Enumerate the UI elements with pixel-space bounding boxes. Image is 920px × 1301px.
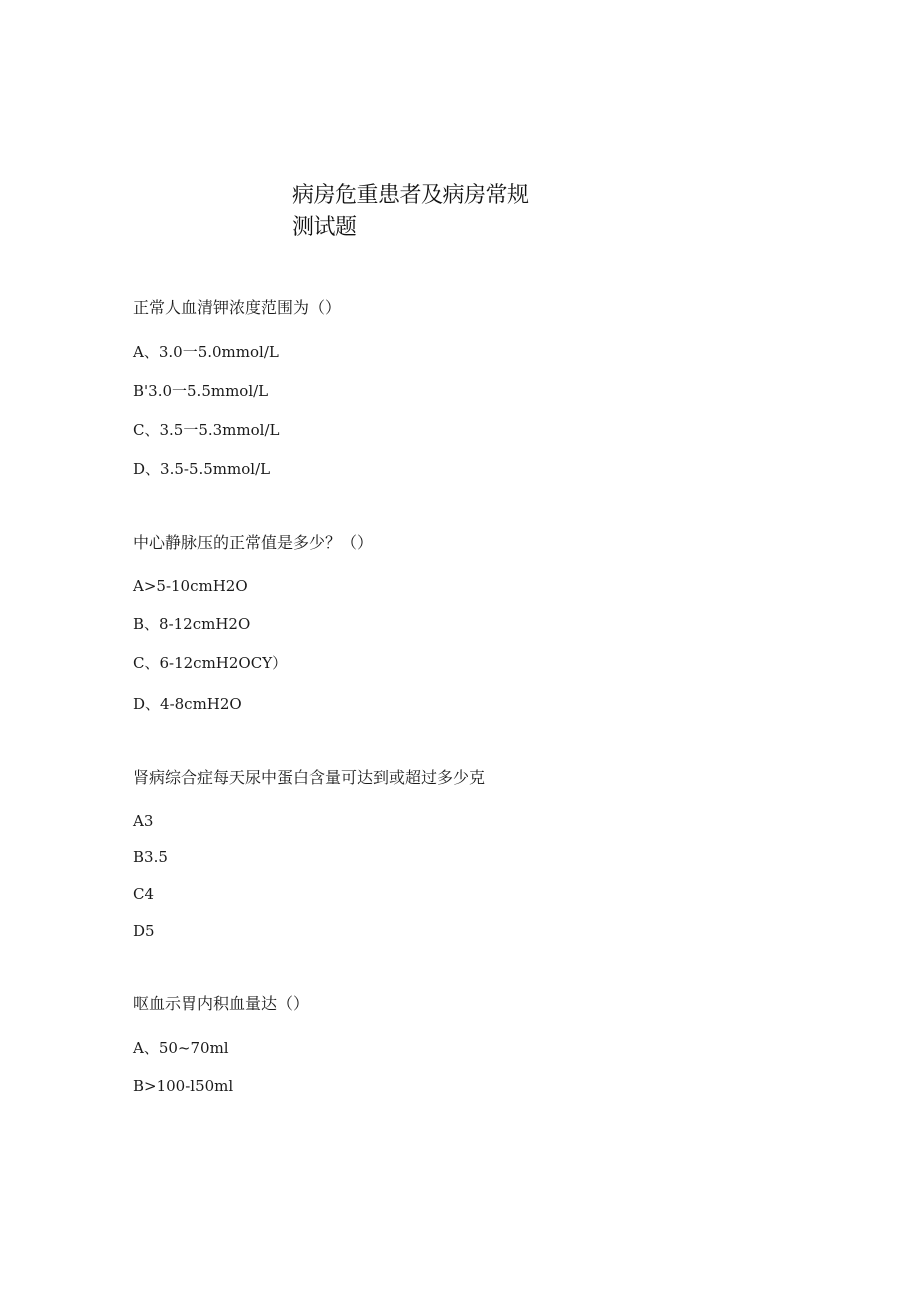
title-line-1: 病房危重患者及病房常规 [292, 183, 529, 208]
question-1-option-c: C、3.5一5.3mmol/L [133, 421, 280, 439]
question-2-text: 中心静脉压的正常值是多少？（） [133, 533, 374, 552]
question-4-option-a: A、50~70ml [133, 1039, 229, 1057]
question-4-text: 呕血示胃内积血量达（） [133, 994, 310, 1013]
question-3-option-a: A3 [133, 812, 154, 830]
question-3-option-c: C4 [133, 885, 155, 903]
question-2-option-a: A>5-10cmH2O [133, 577, 248, 595]
question-1-text: 正常人血清钾浓度范围为（） [133, 298, 342, 317]
question-2-option-c: C、6-12cmH2OCY） [133, 654, 288, 672]
question-3-text: 肾病综合症每天尿中蛋白含量可达到或超过多少克 [133, 768, 486, 787]
question-4-option-b: B>100-l50ml [133, 1077, 234, 1095]
title-line-2: 测试题 [292, 215, 357, 240]
question-2-option-d: D、4-8cmH2O [133, 695, 242, 713]
question-3-option-d: D5 [133, 922, 155, 940]
question-1-option-a: A、3.0一5.0mmol/L [133, 343, 279, 361]
question-2-option-b: B、8-12cmH2O [133, 615, 251, 633]
question-1-option-d: D、3.5-5.5mmol/L [133, 460, 271, 478]
document-title [292, 180, 529, 244]
question-1-option-b: B'3.0一5.5mmol/L [133, 382, 269, 400]
question-3-option-b: B3.5 [133, 848, 168, 866]
